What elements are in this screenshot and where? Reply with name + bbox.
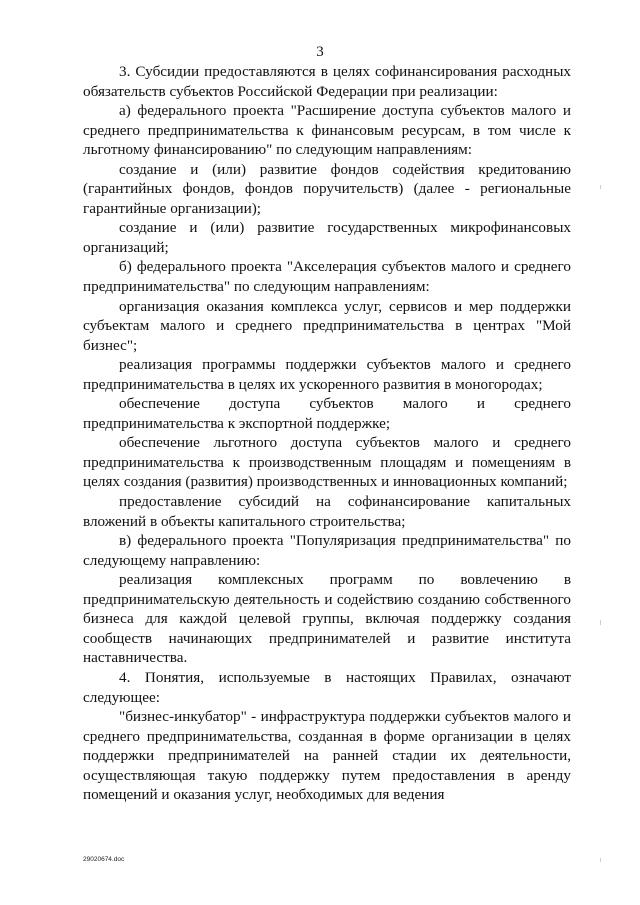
page-number: 3 — [316, 44, 324, 60]
scan-mark — [600, 185, 601, 189]
paragraph: а) федерального проекта "Расширение доступа субъектов малого и среднего предпринимательства к финансовым ресурсам, в том числе к льготному финансированию" по следующим направлениям: — [83, 102, 571, 159]
paragraph: реализация комплексных программ по вовлечению в предпринимательскую деятельность и содействию созданию собственного бизнеса для каждой целевой группы, включая поддержку создания сообществ начинающих предпринимателей и развитие института наставничества. — [83, 571, 571, 667]
paragraph: 4. Понятия, используемые в настоящих Правилах, означают следующее: — [83, 668, 571, 706]
scan-mark — [600, 858, 601, 862]
paragraph: 3. Субсидии предоставляются в целях софинансирования расходных обязательств субъектов Российской Федерации при реализации: — [83, 63, 571, 100]
scan-mark — [600, 620, 601, 625]
paragraph: создание и (или) развитие государственных микрофинансовых организаций; — [83, 219, 571, 256]
paragraph: обеспечение доступа субъектов малого и среднего предпринимательства к экспортной поддержке; — [83, 395, 571, 432]
paragraph: обеспечение льготного доступа субъектов малого и среднего предпринимательства к производственным площадям и помещениям в целях создания (развития) производственных и инновационных компаний; — [83, 434, 571, 491]
footer-filename: 29020674.doc — [83, 856, 125, 863]
document-body — [83, 62, 571, 805]
paragraph: предоставление субсидий на софинансирование капитальных вложений в объекты капитального строительства; — [83, 493, 571, 530]
paragraph: создание и (или) развитие фондов содействия кредитованию (гарантийных фондов, фондов поручительств) (далее - региональные гарантийные организации); — [83, 160, 571, 217]
paragraph: организация оказания комплекса услуг, сервисов и мер поддержки субъектам малого и среднего предпринимательства в центрах "Мой бизнес"; — [83, 297, 571, 354]
paragraph: б) федерального проекта "Акселерация субъектов малого и среднего предпринимательства" по следующим направлениям: — [83, 258, 571, 296]
paragraph: "бизнес-инкубатор" - инфраструктура поддержки субъектов малого и среднего предпринимательства, созданная в форме организации в целях поддержки предпринимателей на ранней стадии их деятельности, осуществляющая такую поддержку путем предоставления в аренду помещений и оказания услуг, необходимых для ведения — [83, 708, 571, 804]
paragraph: в) федерального проекта "Популяризация предпринимательства" по следующему направлению: — [83, 532, 571, 569]
paragraph: реализация программы поддержки субъектов малого и среднего предпринимательства в целях их ускоренного развития в моногородах; — [83, 356, 571, 393]
